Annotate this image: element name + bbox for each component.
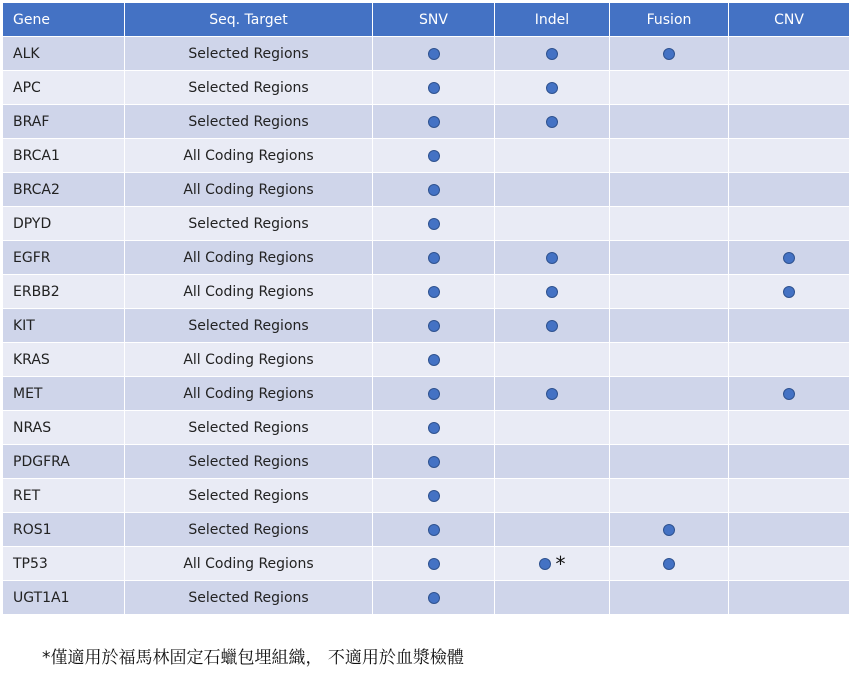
cnv-cell [729,173,850,207]
gene-cell: NRAS [3,411,125,445]
gene-cell: UGT1A1 [3,581,125,615]
snv-cell [373,445,495,479]
indel-cell [495,71,610,105]
table-row [3,547,850,581]
cnv-cell [729,547,850,581]
fusion-cell [610,139,729,173]
table-row [3,37,850,71]
gene-cell: TP53 [3,547,125,581]
fusion-cell [610,445,729,479]
seq-target-cell: Selected Regions [125,479,373,513]
gene-cell: KIT [3,309,125,343]
fusion-cell [610,547,729,581]
header-cnv: CNV [729,3,850,37]
detected-dot-icon [428,116,440,128]
fusion-cell [610,37,729,71]
footnote: *僅適用於福馬林固定石蠟包埋組織， 不適用於血漿檢體 [42,648,464,668]
snv-cell [373,547,495,581]
indel-cell [495,581,610,615]
gene-cell: APC [3,71,125,105]
snv-cell [373,241,495,275]
detected-dot-icon [546,252,558,264]
detected-dot-icon [663,48,675,60]
snv-cell [373,479,495,513]
detected-dot-icon [783,388,795,400]
snv-cell [373,513,495,547]
indel-cell [495,241,610,275]
snv-cell [373,377,495,411]
snv-cell [373,581,495,615]
fusion-cell [610,411,729,445]
cnv-cell [729,343,850,377]
indel-cell [495,479,610,513]
indel-cell [495,139,610,173]
cnv-cell [729,139,850,173]
detected-dot-icon [428,252,440,264]
cnv-cell [729,445,850,479]
fusion-cell [610,479,729,513]
table-row [3,71,850,105]
snv-cell [373,105,495,139]
detected-dot-icon [428,354,440,366]
table-row [3,241,850,275]
seq-target-cell: Selected Regions [125,37,373,71]
gene-cell: BRCA2 [3,173,125,207]
snv-cell [373,207,495,241]
indel-cell [495,343,610,377]
seq-target-cell: Selected Regions [125,207,373,241]
detected-dot-icon [539,558,551,570]
header-fusion: Fusion [610,3,729,37]
detected-dot-icon [546,116,558,128]
table-row [3,479,850,513]
gene-cell: ERBB2 [3,275,125,309]
detected-dot-icon [546,320,558,332]
table-body [3,37,850,615]
asterisk-note-icon: * [555,551,566,576]
cnv-cell [729,105,850,139]
gene-cell: BRAF [3,105,125,139]
detected-dot-icon [663,524,675,536]
detected-dot-icon [428,490,440,502]
detected-dot-icon [783,252,795,264]
fusion-cell [610,275,729,309]
snv-cell [373,173,495,207]
snv-cell [373,343,495,377]
indel-cell [495,411,610,445]
detected-dot-icon [546,82,558,94]
cnv-cell [729,411,850,445]
detected-dot-icon [428,184,440,196]
fusion-cell [610,581,729,615]
detected-dot-icon [783,286,795,298]
indel-cell [495,173,610,207]
detected-dot-icon [428,456,440,468]
header-seq-target: Seq. Target [125,3,373,37]
snv-cell [373,275,495,309]
seq-target-cell: All Coding Regions [125,547,373,581]
header-indel: Indel [495,3,610,37]
fusion-cell [610,105,729,139]
fusion-cell [610,241,729,275]
table-row [3,309,850,343]
detected-dot-icon [428,320,440,332]
seq-target-cell: All Coding Regions [125,377,373,411]
table-row [3,207,850,241]
fusion-cell [610,377,729,411]
header-snv: SNV [373,3,495,37]
detected-dot-icon [428,592,440,604]
indel-cell [495,309,610,343]
snv-cell [373,309,495,343]
fusion-cell [610,207,729,241]
indel-cell [495,207,610,241]
detected-dot-icon [428,218,440,230]
detected-dot-icon [663,558,675,570]
cnv-cell [729,71,850,105]
gene-panel-table-container [2,2,849,615]
gene-cell: ALK [3,37,125,71]
cnv-cell [729,513,850,547]
table-row [3,411,850,445]
gene-cell: RET [3,479,125,513]
seq-target-cell: All Coding Regions [125,275,373,309]
cnv-cell [729,241,850,275]
gene-cell: PDGFRA [3,445,125,479]
cnv-cell [729,207,850,241]
fusion-cell [610,343,729,377]
cnv-cell [729,275,850,309]
detected-dot-icon [428,422,440,434]
cnv-cell [729,377,850,411]
seq-target-cell: Selected Regions [125,445,373,479]
cnv-cell [729,309,850,343]
indel-cell [495,547,610,581]
detected-dot-icon [428,558,440,570]
table-row [3,513,850,547]
seq-target-cell: All Coding Regions [125,139,373,173]
indel-cell [495,275,610,309]
cnv-cell [729,581,850,615]
gene-cell: KRAS [3,343,125,377]
fusion-cell [610,173,729,207]
detected-dot-icon [546,286,558,298]
seq-target-cell: All Coding Regions [125,343,373,377]
table-row [3,105,850,139]
table-row [3,173,850,207]
snv-cell [373,139,495,173]
indel-cell [495,445,610,479]
header-gene: Gene [3,3,125,37]
detected-dot-icon [546,388,558,400]
detected-dot-icon [428,48,440,60]
table-header [3,3,850,37]
indel-cell [495,377,610,411]
gene-cell: DPYD [3,207,125,241]
indel-cell [495,513,610,547]
fusion-cell [610,71,729,105]
snv-cell [373,71,495,105]
snv-cell [373,411,495,445]
table-row [3,343,850,377]
detected-dot-icon [546,48,558,60]
detected-dot-icon [428,150,440,162]
detected-dot-icon [428,82,440,94]
table-row [3,139,850,173]
gene-cell: MET [3,377,125,411]
seq-target-cell: Selected Regions [125,105,373,139]
cnv-cell [729,37,850,71]
snv-cell [373,37,495,71]
seq-target-cell: Selected Regions [125,309,373,343]
seq-target-cell: All Coding Regions [125,241,373,275]
table-row [3,275,850,309]
indel-cell [495,105,610,139]
fusion-cell [610,513,729,547]
table-row [3,377,850,411]
seq-target-cell: Selected Regions [125,411,373,445]
header-row [3,3,850,37]
seq-target-cell: Selected Regions [125,581,373,615]
indel-cell [495,37,610,71]
detected-dot-icon [428,524,440,536]
seq-target-cell: All Coding Regions [125,173,373,207]
seq-target-cell: Selected Regions [125,513,373,547]
table-row [3,581,850,615]
gene-cell: EGFR [3,241,125,275]
cnv-cell [729,479,850,513]
gene-cell: ROS1 [3,513,125,547]
gene-panel-table [2,2,850,615]
table-row [3,445,850,479]
fusion-cell [610,309,729,343]
detected-dot-icon [428,286,440,298]
gene-cell: BRCA1 [3,139,125,173]
seq-target-cell: Selected Regions [125,71,373,105]
detected-dot-icon [428,388,440,400]
